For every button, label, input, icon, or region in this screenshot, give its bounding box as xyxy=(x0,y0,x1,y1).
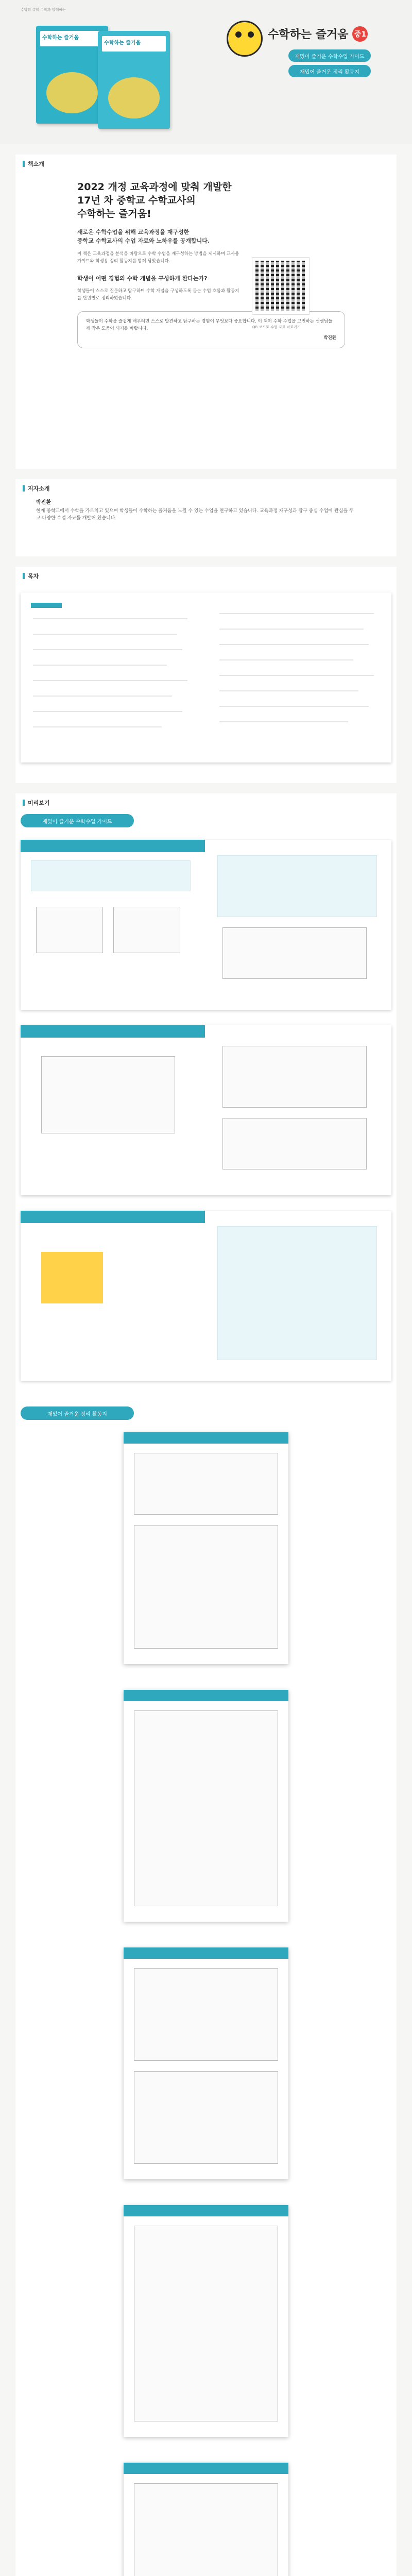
content-block xyxy=(217,855,377,917)
toc-line xyxy=(219,690,358,691)
worksheet-page xyxy=(124,1432,288,1664)
mascot-icon xyxy=(227,21,263,57)
page-header-bar xyxy=(21,1025,205,1038)
author-bio: 현재 중학교에서 수학을 가르치고 있으며 학생들이 수학하는 즐거움을 느낄 수 있는 수업을 연구하고 있습니다. 교육과정 재구성과 탐구 중심 수업에 관심을 두고 다양한 수업 자료를 개발해 왔습니다. xyxy=(36,509,354,521)
page-header-bar xyxy=(124,2463,288,2474)
section-bar-icon xyxy=(23,800,25,806)
figure xyxy=(222,1046,367,1108)
figure xyxy=(41,1056,175,1133)
toc-page-left xyxy=(21,592,205,762)
section-title: 미리보기 xyxy=(28,800,50,806)
book-cover-title: 수학하는 즐거움 xyxy=(102,36,166,52)
preview-spread-2 xyxy=(21,1025,391,1195)
book-intro-section xyxy=(15,155,397,469)
intro-paragraph-2: 학생들이 스스로 질문하고 탐구하며 수학 개념을 구성하도록 돕는 수업 흐름과 활동지를 단원별로 정리하였습니다. xyxy=(77,289,239,301)
worksheet-tag: 재밌어 즐거운 정리 활동지 xyxy=(21,1406,134,1420)
intro-subheadline xyxy=(77,228,397,245)
qr-code-icon[interactable] xyxy=(252,258,309,314)
page-header-bar xyxy=(21,1211,205,1223)
preview-page xyxy=(207,1025,391,1195)
section-header xyxy=(15,567,397,585)
worksheet-box xyxy=(134,1525,278,1649)
preview-page xyxy=(207,1211,391,1381)
book-cover-title: 수학하는 즐거움 xyxy=(40,31,104,46)
toc-line xyxy=(219,706,369,707)
toc-line xyxy=(219,613,374,614)
toc-line xyxy=(33,726,162,727)
author-quote xyxy=(77,311,345,348)
intro-headline xyxy=(77,180,397,221)
page-header-bar xyxy=(124,2205,288,2216)
toc-line xyxy=(219,675,374,676)
headline-line-1: 2022 개정 교육과정에 맞춰 개발한 xyxy=(77,181,232,193)
worksheet-table xyxy=(134,1453,278,1515)
section-bar-icon xyxy=(23,485,25,492)
book-cover-1 xyxy=(36,26,108,124)
worksheet-page xyxy=(124,1947,288,2179)
headline-line-3: 수학하는 즐거움! xyxy=(77,208,151,219)
hero-banner xyxy=(0,0,412,144)
worksheet-box xyxy=(134,2483,278,2576)
section-title: 목차 xyxy=(28,573,39,580)
worksheet-box xyxy=(134,2071,278,2164)
guide-pill: 재밌어 즐거운 수학수업 가이드 xyxy=(288,49,371,62)
toc-line xyxy=(33,665,167,666)
worksheet-page xyxy=(124,2463,288,2576)
section-title: 책소개 xyxy=(28,161,44,167)
worksheet-pill: 재밌어 즐거운 정리 활동지 xyxy=(288,65,371,77)
preview-page xyxy=(207,840,391,1010)
toc-line xyxy=(219,629,364,630)
figure xyxy=(113,907,180,953)
preview-page xyxy=(21,1211,205,1381)
toc-line xyxy=(33,696,172,697)
preview-spread-3 xyxy=(21,1211,391,1381)
worksheet-page xyxy=(124,1690,288,1922)
worksheet-box xyxy=(134,1968,278,2061)
sub-line-2: 중학교 수학교사의 수업 자료와 노하우를 공개합니다. xyxy=(77,238,210,244)
quote-author: 박진환 xyxy=(323,335,336,341)
figure xyxy=(222,1118,367,1170)
photo xyxy=(41,1252,103,1303)
toc-line xyxy=(33,680,187,681)
guide-tag: 재밌어 즐거운 수학수업 가이드 xyxy=(21,814,134,827)
figure xyxy=(36,907,103,953)
hero-caption: 수학의 결합 수학과 함께하는 xyxy=(21,8,66,12)
page-header-bar xyxy=(124,1690,288,1701)
worksheet-box xyxy=(134,1710,278,1906)
toc-line xyxy=(33,634,177,635)
page-header-bar xyxy=(124,1432,288,1444)
hero-title xyxy=(268,26,368,42)
toc-line xyxy=(33,618,187,619)
headline-line-2: 17년 차 중학교 수학교사의 xyxy=(77,195,196,206)
toc-spread xyxy=(21,592,391,762)
toc-line xyxy=(33,649,182,650)
worksheet-box xyxy=(134,2226,278,2421)
content-block xyxy=(31,860,191,891)
page-header-bar xyxy=(21,840,205,852)
cover-illustration xyxy=(46,72,98,113)
toc-label-bar xyxy=(31,603,62,608)
section-header xyxy=(15,155,397,173)
grade-badge: 중1 xyxy=(352,26,368,42)
author-section xyxy=(15,479,397,556)
preview-page xyxy=(21,1025,205,1195)
quote-text: 학생들이 수학을 즐겁게 배우려면 스스로 발견하고 탐구하는 경험이 무엇보다 중요합니다. 이 책이 수학 수업을 고민하는 선생님들께 작은 도움이 되기를 바랍니다. xyxy=(86,319,333,331)
preview-spread-1 xyxy=(21,840,391,1010)
toc-line xyxy=(219,644,369,645)
toc-line xyxy=(219,721,348,722)
section-bar-icon xyxy=(23,573,25,579)
question-heading: 학생이 어떤 경험의 수학 개념을 구성하게 한다는가? xyxy=(77,275,208,282)
toc-line xyxy=(33,711,182,712)
intro-paragraph: 이 책은 교육과정을 분석을 바탕으로 수학 수업을 재구성하는 방법을 제시하며 교사용 가이드와 학생용 정리 활동지를 함께 담았습니다. xyxy=(77,251,239,264)
qr-caption: QR 코드로 수업 자료 바로가기 xyxy=(252,325,301,329)
section-title: 저자소개 xyxy=(28,485,50,492)
figure xyxy=(222,927,367,979)
hero-title-text: 수학하는 즐거움 xyxy=(268,28,349,41)
page-header-bar xyxy=(124,1947,288,1959)
author-name: 박진환 xyxy=(36,500,51,505)
section-header xyxy=(15,793,397,812)
sub-line-1: 새로운 수학수업을 위해 교육과정을 재구성한 xyxy=(77,229,190,235)
preview-page xyxy=(21,840,205,1010)
worksheet-page xyxy=(124,2205,288,2437)
toc-line xyxy=(219,659,353,660)
cover-illustration xyxy=(108,77,160,118)
section-header xyxy=(15,479,397,498)
book-cover-2 xyxy=(98,31,170,129)
content-block xyxy=(217,1226,377,1360)
toc-page-right xyxy=(207,592,391,762)
section-bar-icon xyxy=(23,161,25,167)
